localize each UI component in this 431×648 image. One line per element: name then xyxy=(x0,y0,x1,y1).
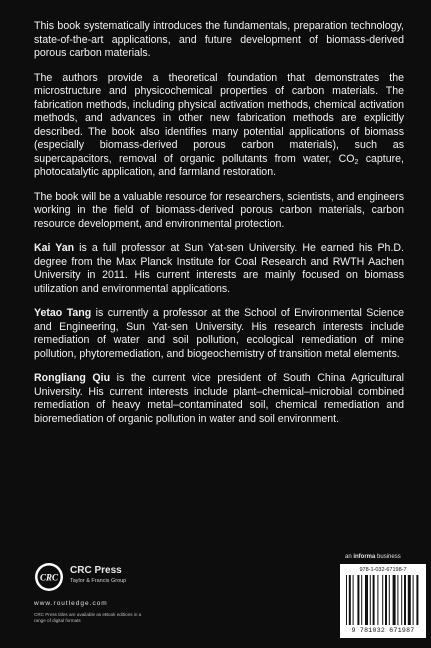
informa-prefix: an xyxy=(345,554,354,560)
back-cover-text xyxy=(34,20,404,437)
isbn-barcode xyxy=(340,564,426,638)
description-paragraph-2 xyxy=(34,72,404,180)
crc-press-logo-icon xyxy=(34,562,64,592)
description-paragraph-3: The book will be a valuable resource for researchers, scientists, and engineers working in the field of biomass-derived porous carbon materials, carbon resource development, and environmental protection. xyxy=(34,190,404,230)
author-name: Yetao Tang xyxy=(34,307,92,319)
author-bio-text: is currently a professor at the School of Environmental Science and Engineering, Sun Yat-sen University. His research interests include remediation of water and soil pollution, ecological remediation of mine pollution, phytoremediation, and biogeochemistry of transition metal elements. xyxy=(34,307,404,360)
publisher-group: Taylor & Francis Group xyxy=(70,578,127,584)
isbn-number: 978-1-032-67198-7 xyxy=(359,567,407,573)
barcode-digits: 9 781032 671987 xyxy=(351,627,415,634)
barcode-bars xyxy=(346,575,420,625)
informa-suffix: business xyxy=(375,554,401,560)
crc-logo-text: CRC xyxy=(39,572,59,583)
author-name: Kai Yan xyxy=(34,242,75,254)
ebook-note: CRC Press titles are available as eBook editions in a range of digital formats xyxy=(34,612,142,623)
publisher-url: www.routledge.com xyxy=(34,600,108,607)
description-paragraph-1: This book systematically introduces the fundamentals, preparation technology, state-of-the-art applications, and future development of biomass-derived porous carbon materials. xyxy=(34,20,404,59)
co2-subscript: 2 xyxy=(354,158,359,166)
author-bio-text: is a full professor at Sun Yat-sen University. He earned his Ph.D. degree from the Max Planck Institute for Coal Research and RWTH Aachen University in 2011. His current interests are mainly focused on biomass utilization and environmental applications. xyxy=(34,242,404,295)
description-paragraph-2-text: The authors provide a theoretical foundation that demonstrates the microstructure and physicochemical properties of carbon materials. The fabrication methods, including physical activation methods, chemical activation methods, and advances in other new fabrication methods are explicitly described. The book also identifies many potential applications of biomass (especially biomass-derived porous carbon materials), such as supercapacitors, removal of organic pollutants from water, CO xyxy=(34,71,404,165)
author-name: Rongliang Qiu xyxy=(34,372,111,384)
author-bio-text: is the current vice president of South China Agricultural University. His current interests include plant–chemical–microbial combined remediation of heavy metal–contaminated soil, chemical remediation and bioremediation of organic pollution in water and soil environment. xyxy=(34,372,404,425)
author-bio-rongliang-qiu xyxy=(34,372,404,426)
author-bio-kai-yan xyxy=(34,242,404,296)
description-paragraph-2-tail: capture, photocatalytic application, and farmland restoration. xyxy=(34,152,404,178)
informa-word: informa xyxy=(353,554,376,560)
informa-business-tagline xyxy=(345,554,401,560)
publisher-block xyxy=(34,556,184,636)
author-bio-yetao-tang xyxy=(34,307,404,361)
publisher-name: CRC Press xyxy=(70,565,122,576)
